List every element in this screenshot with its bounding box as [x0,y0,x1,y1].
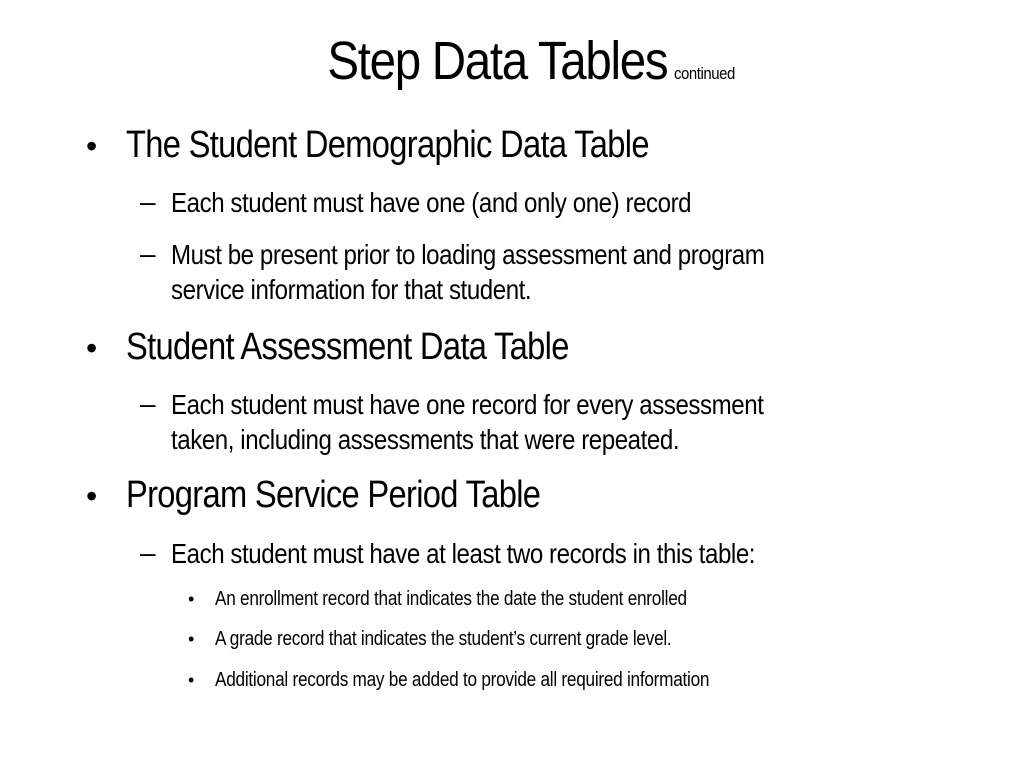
sub-bullet-item [171,238,861,272]
bullet-icon: • [86,330,98,366]
small-bullet-icon: • [188,629,195,649]
sub-bullet-text: Each student must have at least two records in this table: [171,538,756,569]
sub-bullet-text-line-1: Must be present prior to loading assessment and program [171,239,765,270]
small-bullet-icon: • [188,589,195,609]
dash-icon: – [140,238,156,269]
sub-bullet-text: Each student must have one (and only one) record [171,187,692,218]
sub-bullet-item [171,388,860,422]
sub-bullet-item-continued [171,273,590,307]
sub-sub-bullet-item [215,669,790,692]
bullet-item [126,474,608,517]
sub-bullet-text-line-2: service information for that student. [171,274,532,305]
bullet-text: Student Assessment Data Table [126,326,569,368]
dash-icon: – [140,537,156,568]
bullet-icon: • [86,128,98,164]
sub-bullet-item [171,537,850,571]
slide-title-suffix: continued [673,64,735,83]
bullet-text: Program Service Period Table [126,474,541,516]
dash-icon: – [140,186,156,217]
dash-icon: – [140,388,156,419]
sub-bullet-text-line-2: taken, including assessments that were repeated. [171,424,680,455]
small-bullet-icon: • [188,670,195,690]
sub-sub-bullet-text: A grade record that indicates the student’s current grade level. [215,628,672,650]
sub-bullet-item [171,186,776,220]
bullet-icon: • [86,478,98,514]
sub-sub-bullet-item [215,588,764,611]
sub-sub-bullet-text: Additional records may be added to provide all required information [215,669,710,691]
sub-bullet-item-continued [171,423,762,457]
sub-sub-bullet-item [215,628,746,651]
bullet-item [126,124,734,167]
slide-title-main: Step Data Tables [327,31,668,91]
bullet-item [126,326,641,369]
sub-sub-bullet-text: An enrollment record that indicates the date the student enrolled [215,588,687,610]
bullet-text: The Student Demographic Data Table [126,124,649,166]
slide-title [0,30,1024,92]
sub-bullet-text-line-1: Each student must have one record for every assessment [171,389,764,420]
